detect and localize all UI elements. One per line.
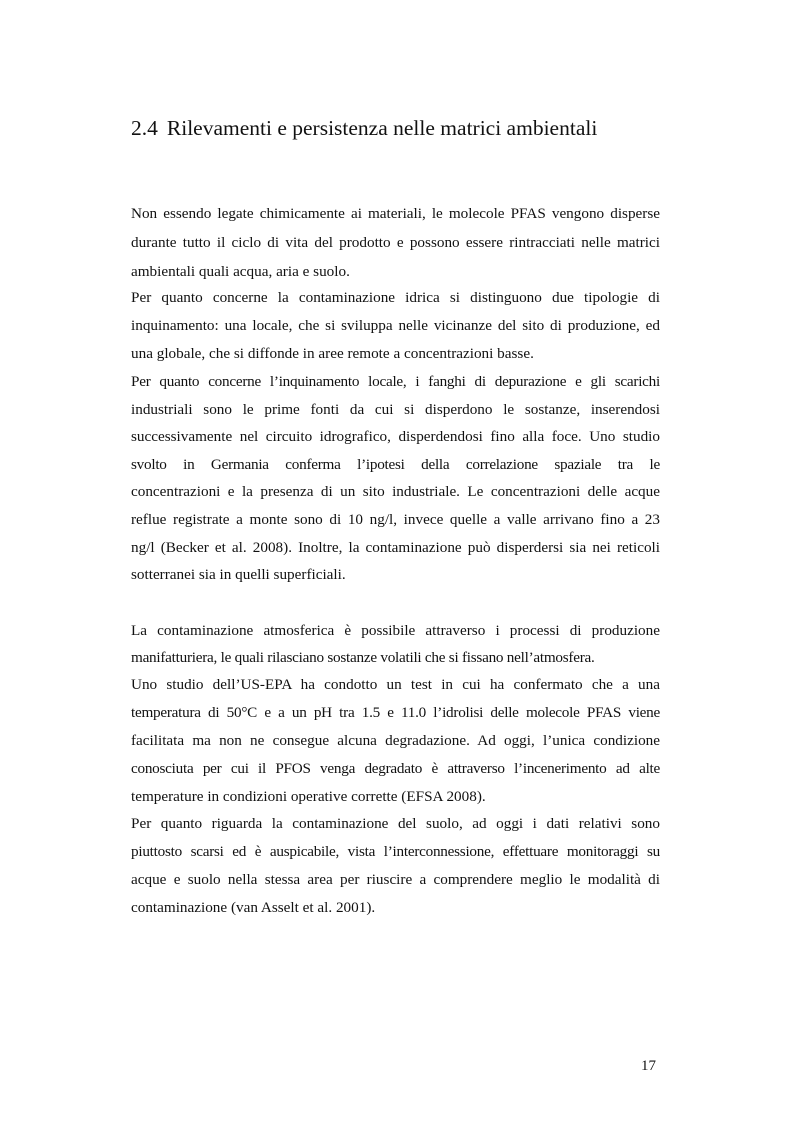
body-line: conosciuta per cui il PFOS venga degradato è attraverso l’incenerimento ad alte [131, 760, 660, 777]
body-line: acque e suolo nella stessa area per riuscire a comprendere meglio le modalità di [131, 871, 660, 888]
section-heading [131, 113, 597, 143]
body-line: Non essendo legate chimicamente ai materiali, le molecole PFAS vengono disperse [131, 205, 660, 222]
body-line: temperature in condizioni operative corrette (EFSA 2008). [131, 788, 486, 805]
body-line: Per quanto riguarda la contaminazione del suolo, ad oggi i dati relativi sono [131, 815, 660, 832]
body-line: una globale, che si diffonde in aree remote a concentrazioni basse. [131, 345, 534, 362]
body-line: inquinamento: una locale, che si sviluppa nelle vicinanze del sito di produzione, ed [131, 317, 660, 334]
body-line: Per quanto concerne l’inquinamento locale, i fanghi di depurazione e gli scarichi [131, 373, 660, 390]
body-line: contaminazione (van Asselt et al. 2001). [131, 899, 376, 916]
body-line: industriali sono le prime fonti da cui si disperdono le sostanze, inserendosi [131, 401, 660, 418]
section-number: 2.4 [131, 116, 158, 140]
body-line: piuttosto scarsi ed è auspicabile, vista l’interconnessione, effettuare monitoraggi su [131, 843, 660, 860]
body-line: successivamente nel circuito idrografico, disperdendosi fino alla foce. Uno studio [131, 428, 660, 445]
body-line: concentrazioni e la presenza di un sito industriale. Le concentrazioni delle acque [131, 483, 660, 500]
body-line: ambientali quali acqua, aria e suolo. [131, 263, 350, 280]
body-line: temperatura di 50°C e a un pH tra 1.5 e 11.0 l’idrolisi delle molecole PFAS viene [131, 704, 660, 721]
page-number: 17 [641, 1058, 656, 1074]
body-line: sotterranei sia in quelli superficiali. [131, 566, 346, 583]
body-line: svolto in Germania conferma l’ipotesi della correlazione spaziale tra le [131, 456, 660, 473]
body-line: facilitata ma non ne consegue alcuna degradazione. Ad oggi, l’unica condizione [131, 732, 660, 749]
body-line: La contaminazione atmosferica è possibile attraverso i processi di produzione [131, 622, 660, 639]
section-title: Rilevamenti e persistenza nelle matrici ambientali [166, 116, 598, 140]
body-line: reflue registrate a monte sono di 10 ng/l, invece quelle a valle arrivano fino a 23 [131, 511, 660, 528]
body-line: ng/l (Becker et al. 2008). Inoltre, la contaminazione può disperdersi sia nei reticoli [131, 539, 660, 556]
body-line: Uno studio dell’US-EPA ha condotto un test in cui ha confermato che a una [131, 676, 660, 693]
body-line: manifatturiera, le quali rilasciano sostanze volatili che si fissano nell’atmosfera. [131, 649, 595, 666]
body-line: durante tutto il ciclo di vita del prodotto e possono essere rintracciati nelle matrici [131, 234, 660, 251]
body-line: Per quanto concerne la contaminazione idrica si distinguono due tipologie di [131, 289, 660, 306]
